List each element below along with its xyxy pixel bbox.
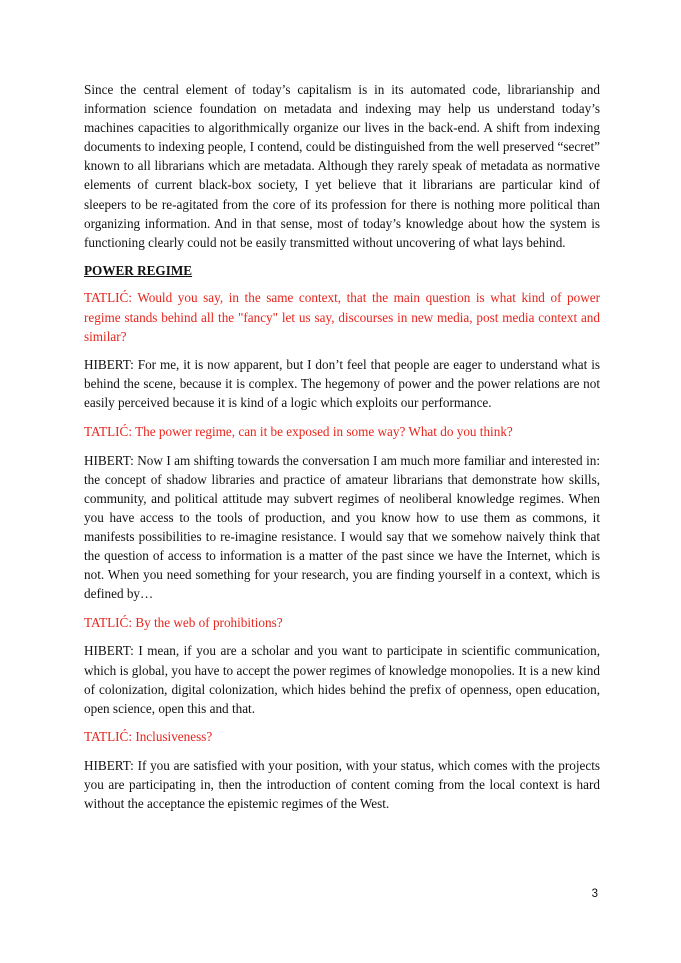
page-number: 3 (591, 888, 598, 900)
section-heading: POWER REGIME (84, 263, 193, 279)
answer-paragraph: HIBERT: If you are satisfied with your position, with your status, which comes with the projects you are participating in, then the introduction of content coming from the local context is hard without the acceptance the epistemic regimes of the West. (84, 757, 600, 812)
paragraph-intro: Since the central element of today’s capitalism is in its automated code, librarianship and information science foundation on metadata and indexing may help us understand today’s machines capacities to algorithmically organize our lives in the back-end. A shift from indexing documents to indexing people, I contend, could be distinguished from the well preserved “secret” known to all librarians which are metadata. Although they rarely speak of metadata as normative elements of current black-box society, I yet believe that it librarians are particular kind of sleepers to be re-agitated from the core of its profession for there is nothing more political than organizing information. And in that sense, most of today’s knowledge about how the system is functioning clearly could not be easily transmitted without uncovering of what lays behind. (84, 82, 600, 250)
question-paragraph: TATLIĆ: Would you say, in the same context, that the main question is what kind of power regime stands behind all the "fancy" let us say, discourses in new media, post media context and similar? (84, 290, 600, 344)
question-paragraph: TATLIĆ: Inclusiveness? (84, 729, 213, 745)
document-body (84, 80, 600, 823)
answer-paragraph: HIBERT: Now I am shifting towards the conversation I am much more familiar and interested in: the concept of shadow libraries and practice of amateur librarians that demonstrate how skills, community, and political attitude may subvert regimes of neoliberal knowledge regimes. When you have access to the tools of production, and you know how to use them as commons, it manifests possibilities to re-imagine resistance. I would say that we somehow naively think that the question of access to information is a matter of the past since we have the Internet, which is not. When you need something for your research, you are finding yourself in a context, which is defined by… (84, 452, 600, 602)
answer-paragraph: HIBERT: For me, it is now apparent, but I don’t feel that people are eager to understand what is behind the scene, because it is complex. The hegemony of power and the power relations are not easily perceived because it is kind of a logic which exploits our performance. (84, 357, 600, 411)
question-paragraph: TATLIĆ: The power regime, can it be exposed in some way? What do you think? (84, 424, 513, 439)
answer-paragraph: HIBERT: I mean, if you are a scholar and you want to participate in scientific communication, which is global, you have to accept the power regimes of knowledge monopolies. It is a new kind of colonization, digital colonization, which hides behind the prefix of openness, open education, open science, open this and that. (84, 643, 600, 716)
question-paragraph: TATLIĆ: By the web of prohibitions? (84, 614, 283, 630)
